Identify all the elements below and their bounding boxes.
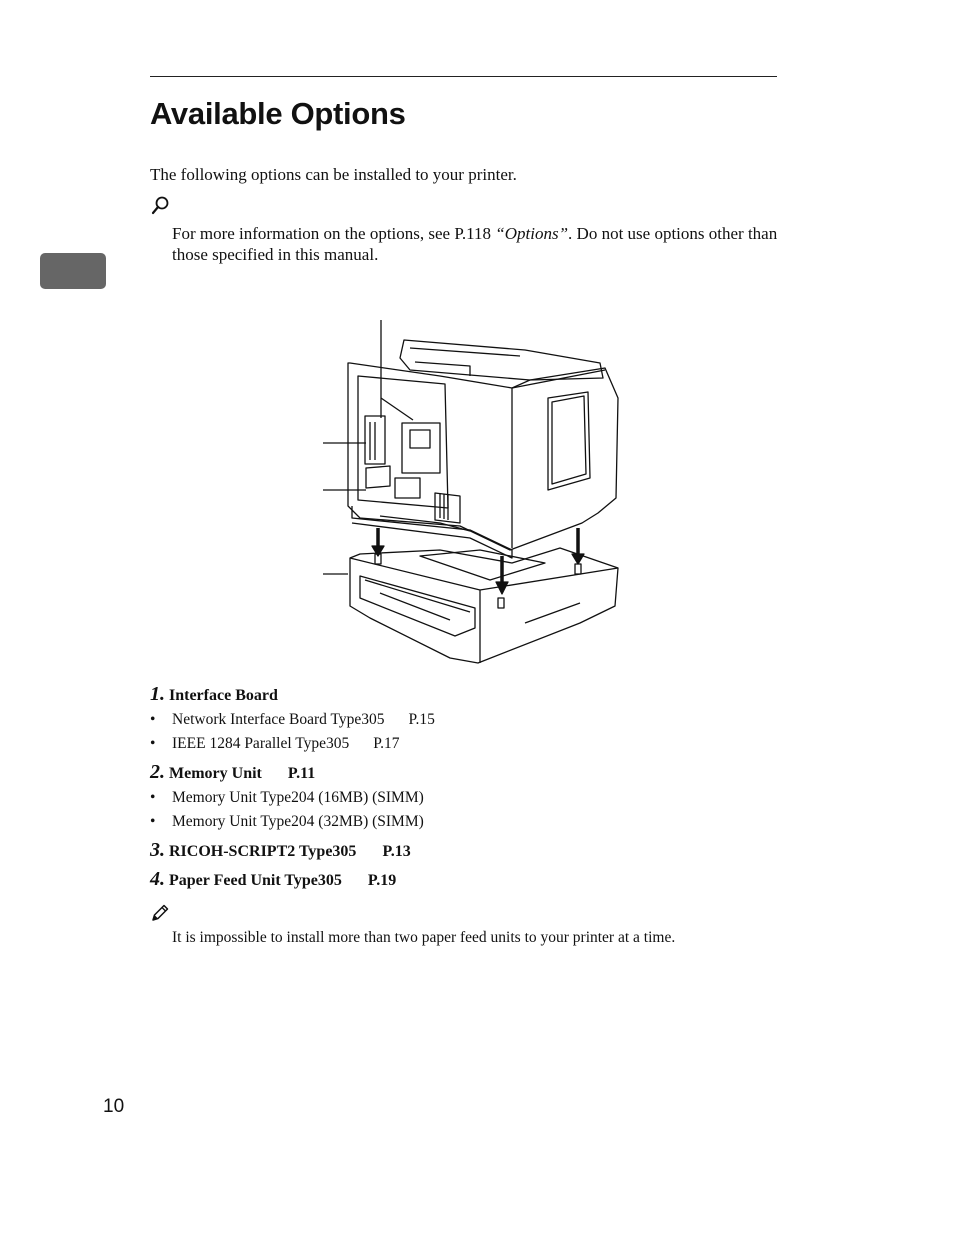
chapter-tab (40, 253, 106, 289)
pencil-note-icon (150, 903, 170, 923)
list-item: • Network Interface Board Type305 P.15 (150, 711, 435, 728)
reference-link-options[interactable]: “Options” (495, 224, 569, 243)
option-1a-page-link[interactable]: P.15 (408, 711, 435, 728)
option-1b-page-link[interactable]: P.17 (373, 735, 400, 752)
option-4-heading (150, 868, 396, 891)
list-item: • IEEE 1284 Parallel Type305 P.17 (150, 735, 400, 752)
option-2-title: Memory Unit (169, 765, 262, 782)
option-3-page-link[interactable]: P.13 (382, 843, 411, 860)
option-2-heading (150, 761, 315, 784)
option-4-page-link[interactable]: P.19 (367, 872, 397, 889)
option-2a-label: Memory Unit Type204 (16MB) (SIMM) (172, 789, 424, 806)
magnifier-reference-icon (151, 195, 171, 215)
option-1b-label: IEEE 1284 Parallel Type305 (172, 735, 350, 752)
option-3-heading (150, 839, 411, 862)
page-title: Available Options (150, 96, 406, 131)
reference-text (172, 223, 782, 265)
option-2-number: 2. (150, 761, 165, 783)
option-3-title: RICOH-SCRIPT2 Type305 (169, 843, 357, 860)
option-4-title: Paper Feed Unit Type305 (169, 872, 342, 889)
option-3-number: 3. (150, 839, 165, 861)
list-item: • Memory Unit Type204 (32MB) (SIMM) (150, 813, 424, 830)
reference-text-start: For more information on the options, see P.118 (172, 224, 496, 243)
option-2b-label: Memory Unit Type204 (32MB) (SIMM) (172, 813, 424, 830)
option-1a-label: Network Interface Board Type305 (172, 711, 385, 728)
option-1-heading (150, 683, 278, 706)
page-number: 10 (103, 1096, 125, 1117)
printer-options-illustration (320, 318, 625, 670)
header-rule (150, 76, 777, 77)
list-item: • Memory Unit Type204 (16MB) (SIMM) (150, 789, 424, 806)
option-1-number: 1. (150, 683, 165, 705)
reference-text-end: . Do not use options other than those specified in this manual. (172, 224, 778, 264)
intro-text: The following options can be installed to your printer. (150, 165, 517, 184)
option-1-title: Interface Board (169, 687, 278, 704)
option-4-number: 4. (150, 868, 165, 890)
option-2-page-link[interactable]: P.11 (287, 765, 316, 782)
note-text: It is impossible to install more than two paper feed units to your printer at a time. (172, 929, 676, 946)
